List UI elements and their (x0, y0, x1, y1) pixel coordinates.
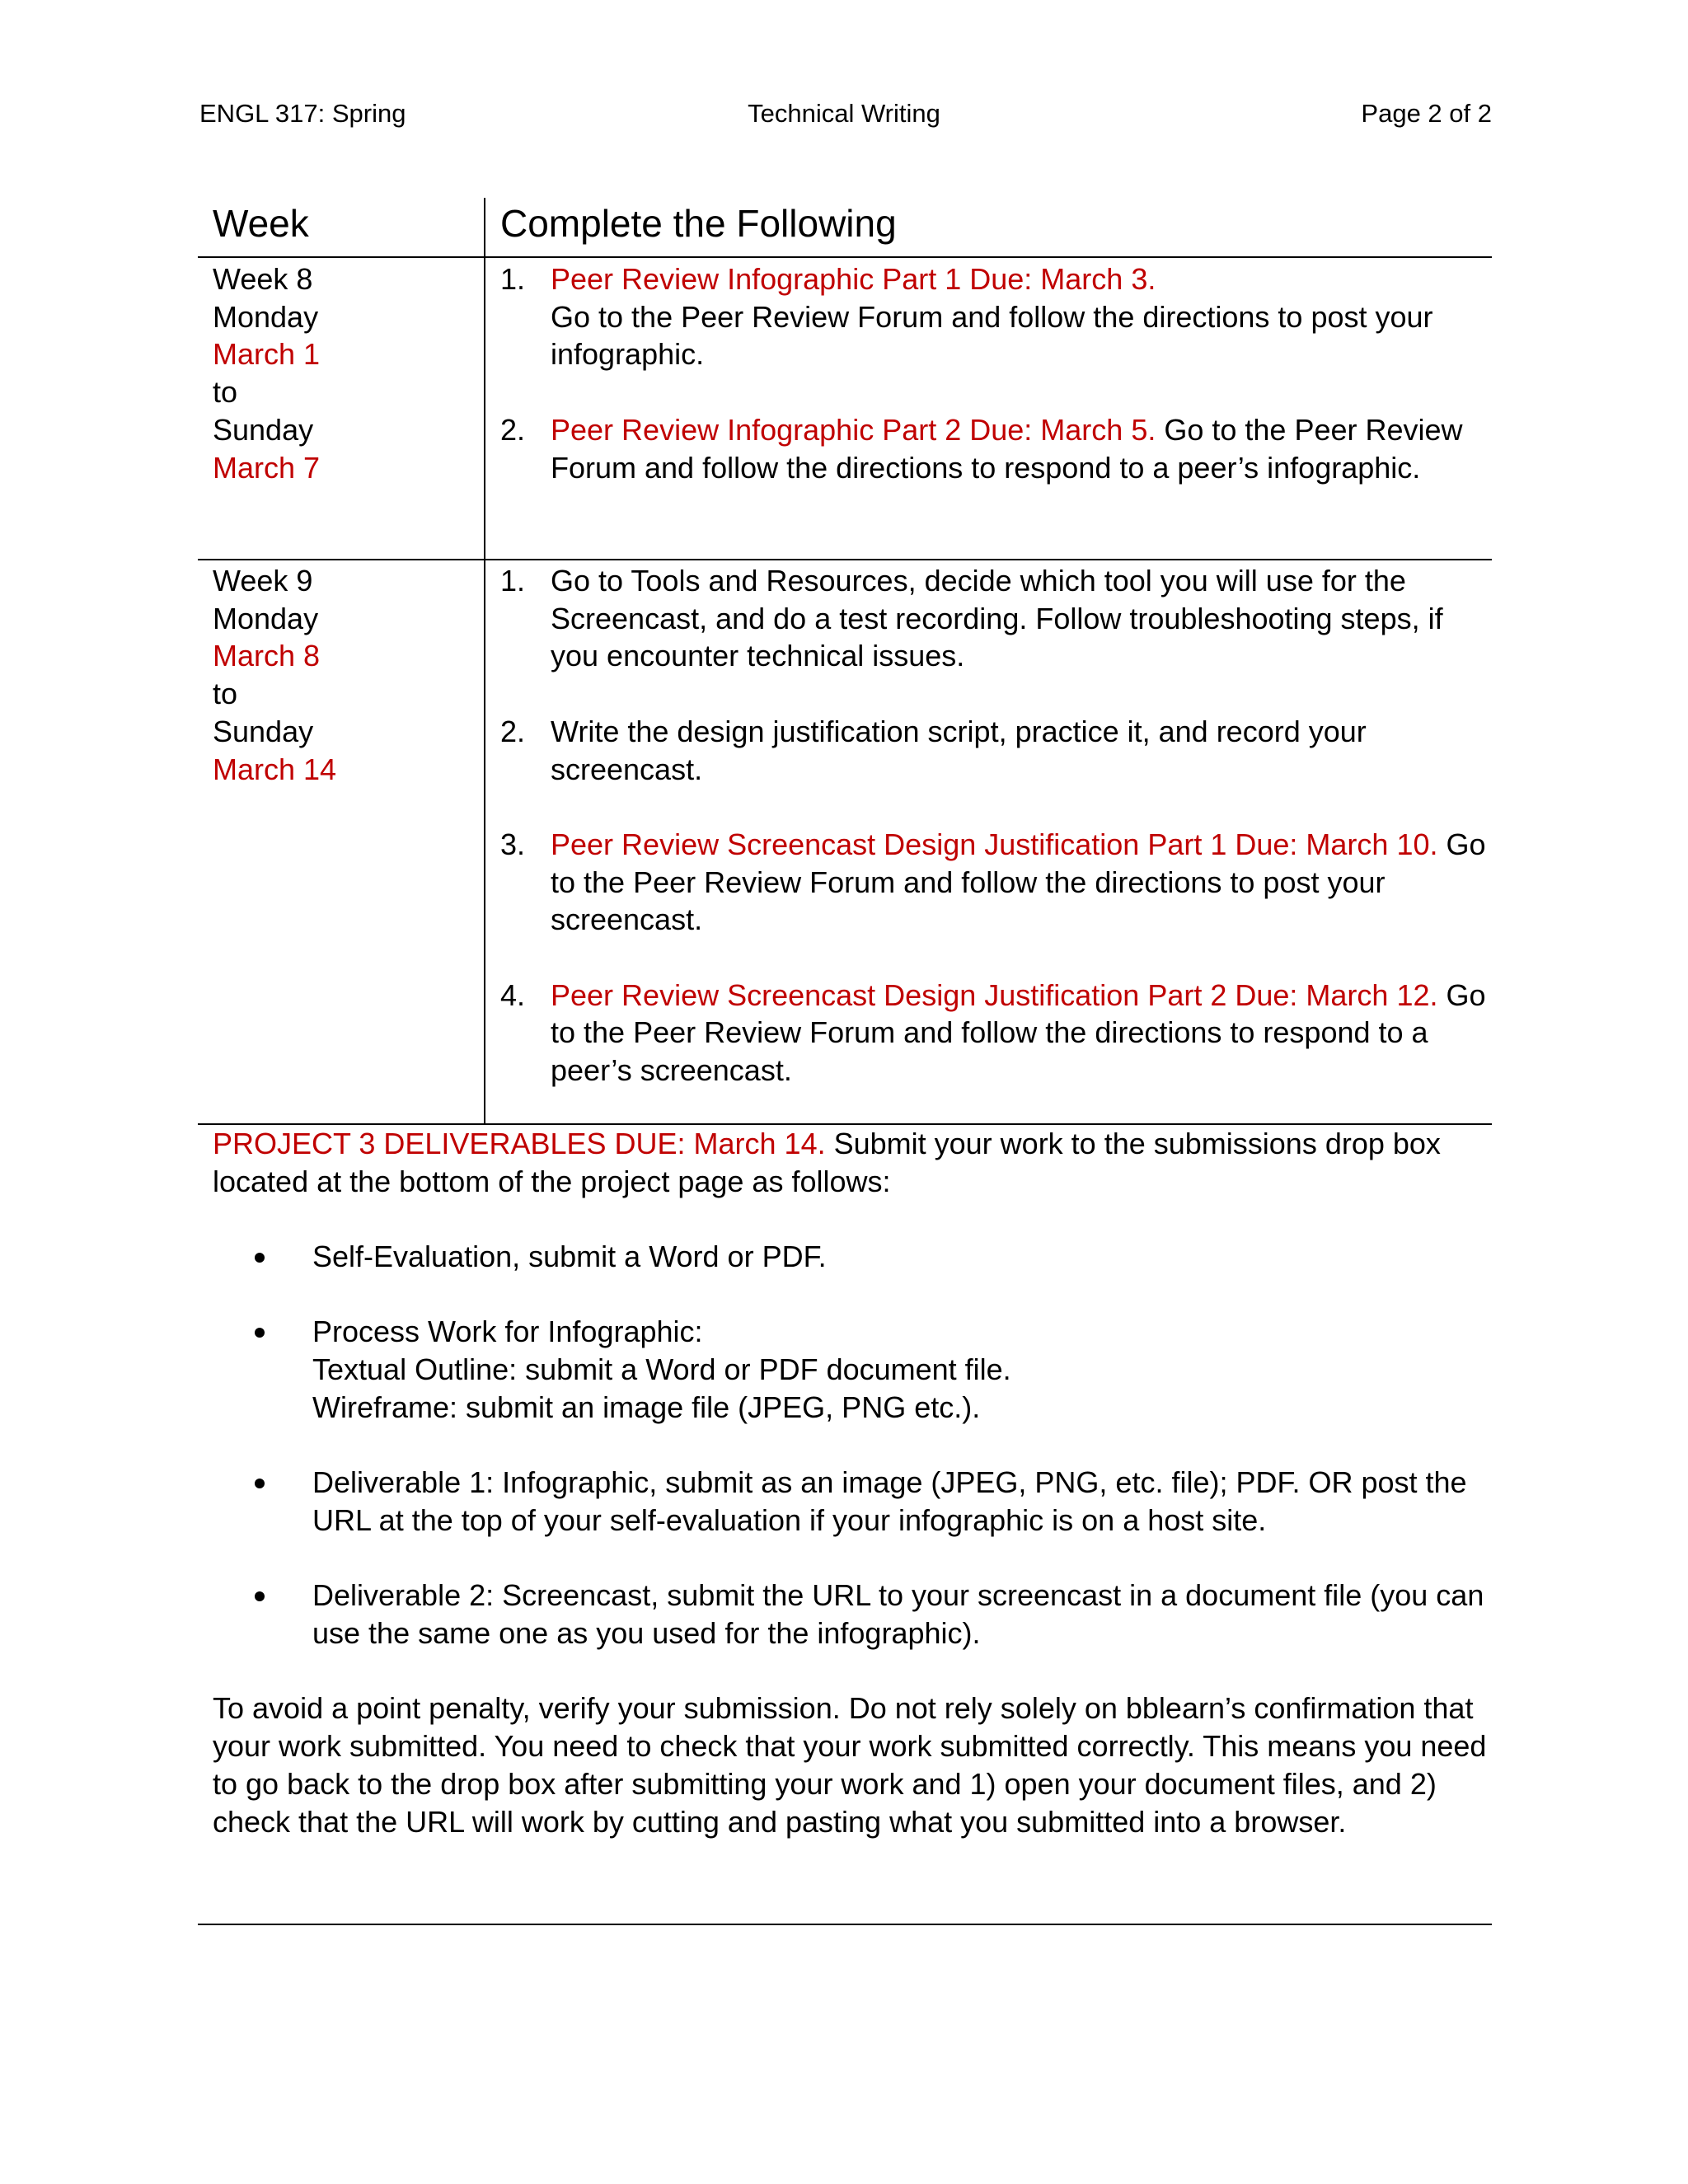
column-header-tasks: Complete the Following (500, 202, 897, 245)
bullet-subline: Wireframe: submit an image file (JPEG, PNG etc.). (312, 1390, 981, 1424)
week-8-cell (213, 260, 320, 486)
week-label: Week 8 (213, 262, 313, 296)
column-header-week: Week (213, 202, 309, 245)
list-item (213, 1238, 1494, 1276)
bullet-subline: Textual Outline: submit a Word or PDF document file. (312, 1352, 1011, 1387)
task-item (500, 826, 1489, 939)
bullet-icon (255, 1253, 265, 1263)
task-due: Peer Review Infographic Part 1 Due: March 3. (551, 262, 1156, 296)
end-date: March 7 (213, 450, 321, 485)
task-number: 1. (500, 564, 526, 598)
task-item (500, 411, 1489, 486)
list-item (213, 1577, 1494, 1652)
task-text: Go to the Peer Review Forum and follow the directions to post your infographic. (551, 299, 1433, 372)
task-item (500, 713, 1489, 788)
header-rule (198, 256, 1492, 258)
week-9-cell (213, 562, 336, 788)
column-divider (484, 198, 485, 1124)
bullet-text: Process Work for Infographic: (312, 1315, 703, 1349)
task-number: 4. (500, 977, 526, 1012)
header-course: ENGL 317: Spring (199, 99, 406, 128)
task-number: 2. (500, 714, 526, 748)
verification-note: To avoid a point penalty, verify your submission. Do not rely solely on bblearn’s confirmation that your work submitted. You need to check that your work submitted correctly. This means you need to go back to the drop box after submitting your work and 1) open your document files, and 2) check that the URL will work by cutting and pasting what you submitted into a browser. (213, 1691, 1487, 1839)
task-number: 3. (500, 827, 526, 861)
to-word: to (213, 375, 238, 410)
task-text: Go to the Peer Review Forum and follow the directions to respond to a peer’s infographic. (551, 412, 1463, 485)
task-number: 2. (500, 412, 526, 447)
task-text: Write the design justification script, practice it, and record your screencast. (551, 714, 1367, 786)
task-due: Peer Review Infographic Part 2 Due: March 5. (551, 412, 1156, 447)
week-9-tasks (500, 562, 1489, 1090)
task-due: Peer Review Screencast Design Justification Part 1 Due: March 10. (551, 827, 1438, 861)
end-day: Sunday (213, 412, 314, 447)
bottom-rule (198, 1924, 1492, 1925)
deliverables-heading: PROJECT 3 DELIVERABLES DUE: March 14. (213, 1127, 826, 1160)
task-item (500, 260, 1489, 373)
header-title: Technical Writing (748, 99, 940, 128)
list-item (213, 1313, 1494, 1426)
task-text: Go to the Peer Review Forum and follow the directions to respond to a peer’s screencast. (551, 977, 1486, 1088)
task-due: Peer Review Screencast Design Justification Part 2 Due: March 12. (551, 977, 1438, 1012)
list-item (213, 1464, 1494, 1539)
deliverables-intro (213, 1125, 1494, 1200)
bullet-icon (255, 1479, 265, 1488)
week-label: Week 9 (213, 564, 313, 598)
task-item (500, 977, 1489, 1090)
task-number: 1. (500, 262, 526, 296)
start-date: March 1 (213, 337, 321, 372)
bullet-text: Deliverable 1: Infographic, submit as an image (JPEG, PNG, etc. file); PDF. OR post the URL at the top of your self-evaluation if your infographic is on a host site. (312, 1465, 1467, 1537)
deliverables-list (213, 1238, 1494, 1652)
row-rule (198, 559, 1492, 560)
start-day: Monday (213, 299, 319, 334)
task-text: Go to Tools and Resources, decide which tool you will use for the Screencast, and do a test recording. Follow troubleshooting steps, if you encounter technical issues. (551, 564, 1443, 673)
end-date: March 14 (213, 752, 337, 786)
bullet-text: Deliverable 2: Screencast, submit the URL to your screencast in a document file (you can use the same one as you used for the infographic). (312, 1578, 1484, 1651)
bullet-text: Self-Evaluation, submit a Word or PDF. (312, 1240, 827, 1274)
end-day: Sunday (213, 714, 314, 748)
task-text: Go to the Peer Review Forum and follow the directions to post your screencast. (551, 827, 1486, 937)
week-8-tasks (500, 260, 1489, 486)
task-item (500, 562, 1489, 675)
deliverables-section (213, 1125, 1494, 1840)
header-page-number: Page 2 of 2 (1361, 99, 1492, 128)
start-date: March 8 (213, 639, 321, 673)
bullet-icon (255, 1591, 265, 1601)
start-day: Monday (213, 601, 319, 635)
to-word: to (213, 677, 238, 711)
bullet-icon (255, 1328, 265, 1338)
deliverables-intro-text: Submit your work to the submissions drop box located at the bottom of the project page as follows: (213, 1127, 1441, 1198)
